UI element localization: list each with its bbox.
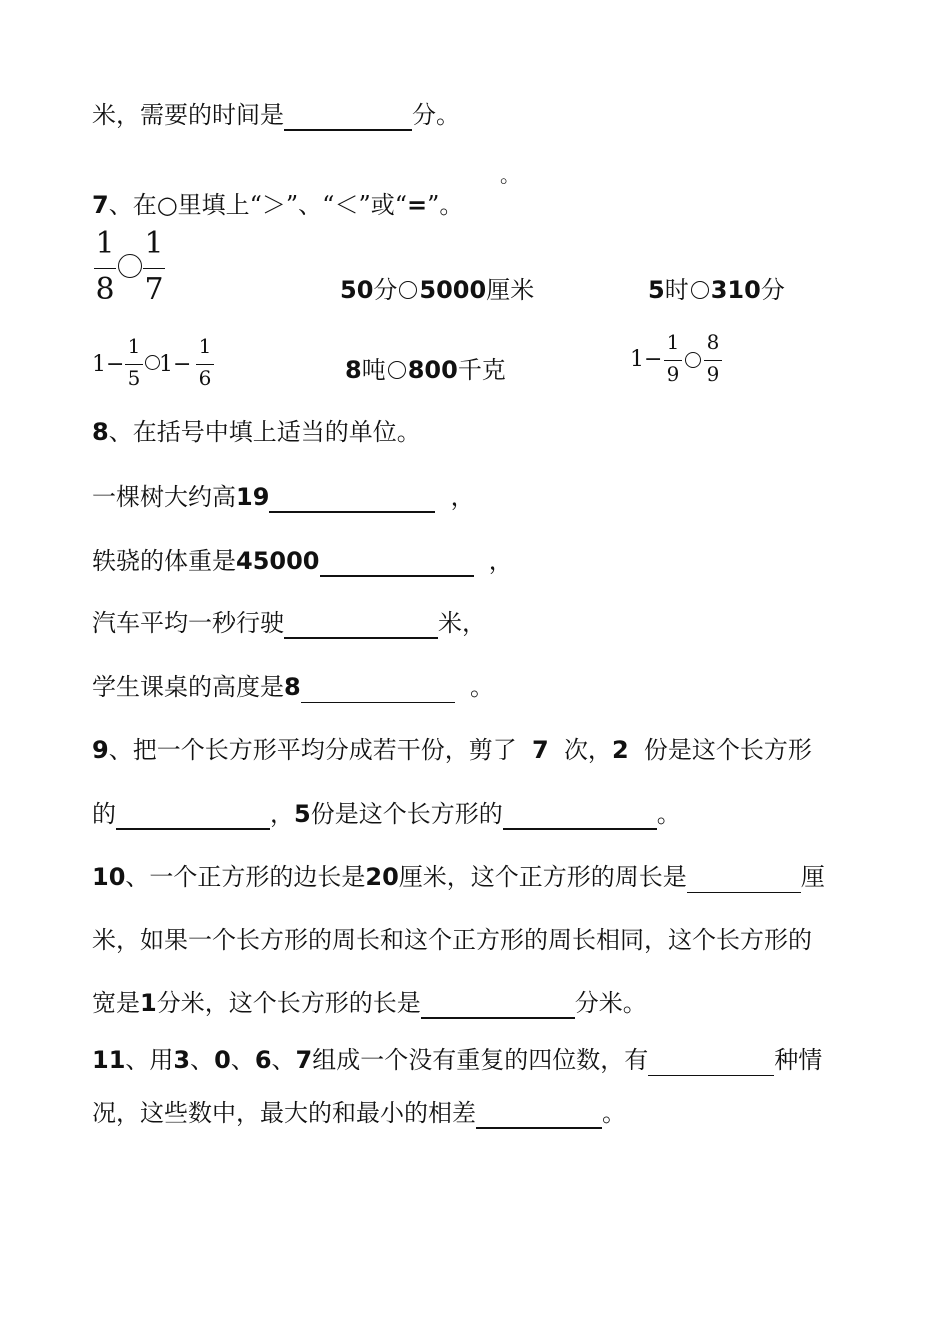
q10-line-3: 宽是1分米，这个长方形的长是 分米。 (92, 989, 647, 1017)
answer-blank[interactable] (116, 802, 270, 830)
q7-compare-5: 8吨 800千克 (345, 356, 506, 384)
answer-blank[interactable] (648, 1049, 774, 1076)
answer-blank[interactable] (476, 1101, 602, 1129)
q8-row-2: 轶骁的体重是45000 ， (92, 547, 513, 575)
q10-line-1: 10、一个正方形的边长是20厘米，这个正方形的周长是 厘 (92, 863, 825, 891)
compare-circle[interactable] (118, 254, 142, 278)
q8-row-3: 汽车平均一秒行驶 米， (92, 609, 486, 637)
q11-line-1: 11、用3、0、6、7组成一个没有重复的四位数，有 种情 (92, 1046, 823, 1074)
compare-circle[interactable] (691, 281, 709, 299)
q8-row-1: 一棵树大约高19 ， (92, 483, 475, 511)
answer-blank[interactable] (421, 991, 575, 1019)
q7-compare-3: 5时 310分 (648, 276, 785, 304)
answer-blank[interactable] (284, 103, 412, 131)
q8-row-4: 学生课桌的高度是8 。 (92, 673, 494, 701)
q8-title: 8、在括号中填上适当的单位。 (92, 418, 421, 446)
q9-line-2: 的 ，5份是这个长方形的 。 (92, 800, 681, 828)
stray-mark: 。 (500, 163, 520, 187)
q11-line-2: 况，这些数中，最大的和最小的相差 。 (92, 1099, 626, 1127)
q10-line-2: 米，如果一个长方形的周长和这个正方形的周长相同，这个长方形的 (92, 926, 812, 954)
answer-blank[interactable] (687, 866, 801, 893)
line-q6-continuation: 米，需要的时间是 分。 (92, 101, 460, 129)
compare-circle[interactable] (685, 352, 701, 368)
answer-blank[interactable] (320, 549, 474, 577)
answer-blank[interactable] (301, 676, 455, 703)
q7-compare-2: 50分 5000厘米 (340, 276, 535, 304)
q7-title: 7、在○里填上“＞”、“＜”或“=”。 (92, 191, 464, 219)
answer-blank[interactable] (503, 802, 657, 830)
answer-blank[interactable] (269, 485, 435, 513)
compare-circle[interactable] (145, 355, 160, 370)
compare-circle[interactable] (399, 281, 417, 299)
answer-blank[interactable] (284, 611, 438, 639)
compare-circle[interactable] (388, 361, 406, 379)
q9-line-1: 9、把一个长方形平均分成若干份，剪了 7 次，2 份是这个长方形 (92, 736, 812, 764)
